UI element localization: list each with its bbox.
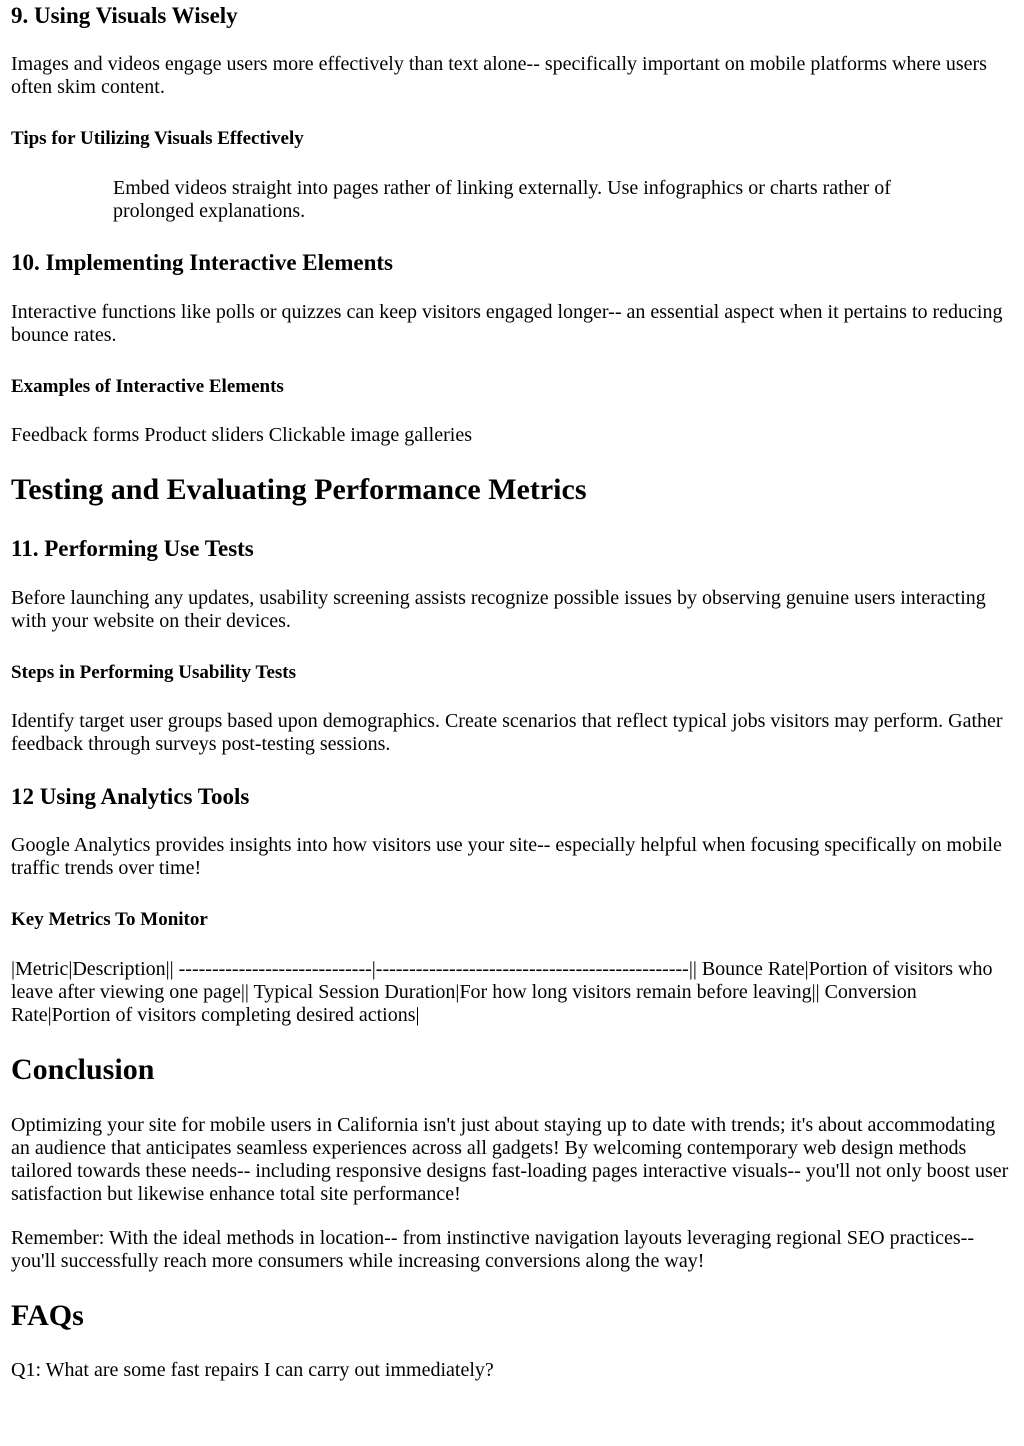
section-heading-faqs: FAQs	[11, 1299, 84, 1332]
metrics-table-text: |Metric|Description|| -----------------------------|-----------------------------------------------|| Bounce Rate|Portion of visitors who leave after viewing one page|| Typical Session Duration|For how long visitors remain before leaving|| Conversion Rate|Portion of visitors completing desired actions|	[11, 958, 993, 1026]
section-heading-visuals: 9. Using Visuals Wisely	[11, 3, 238, 28]
usability-intro: Before launching any updates, usability screening assists recognize possible issues by observing genuine users interacting with your website on their devices.	[11, 587, 986, 632]
conclusion-paragraph-2: Remember: With the ideal methods in location-- from instinctive navigation layouts leveraging regional SEO practices-- you'll successfully reach more consumers while increasing conversions along the way!	[11, 1227, 974, 1272]
conclusion-paragraph-1: Optimizing your site for mobile users in California isn't just about staying up to date with trends; it's about accommodating an audience that anticipates seamless experiences across all gadgets! By welcoming contemporary web design methods tailored towards these needs-- including responsive designs fast-loading pages interactive visuals-- you'll not only boost user satisfaction but likewise enhance total site performance!	[11, 1114, 1009, 1205]
usability-subheading: Steps in Performing Usability Tests	[11, 662, 297, 683]
interactive-subheading: Examples of Interactive Elements	[11, 376, 284, 397]
analytics-subheading: Key Metrics To Monitor	[11, 909, 208, 930]
section-heading-interactive: 10. Implementing Interactive Elements	[11, 250, 393, 275]
visuals-subheading: Tips for Utilizing Visuals Effectively	[11, 128, 304, 149]
visuals-tips-quote: Embed videos straight into pages rather of linking externally. Use infographics or charts rather of prolonged explanations.	[113, 177, 891, 222]
usability-steps: Identify target user groups based upon demographics. Create scenarios that reflect typical jobs visitors may perform. Gather feedback through surveys post-testing sessions.	[11, 710, 1003, 755]
faq-question-1: Q1: What are some fast repairs I can carry out immediately?	[11, 1359, 494, 1381]
visuals-intro: Images and videos engage users more effectively than text alone-- specifically important on mobile platforms where users often skim content.	[11, 53, 987, 98]
section-heading-usability: 11. Performing Use Tests	[11, 536, 254, 561]
section-heading-analytics: 12 Using Analytics Tools	[11, 784, 250, 809]
section-heading-testing: Testing and Evaluating Performance Metrics	[11, 473, 587, 506]
section-heading-conclusion: Conclusion	[11, 1053, 155, 1086]
interactive-examples: Feedback forms Product sliders Clickable image galleries	[11, 424, 472, 446]
analytics-intro: Google Analytics provides insights into how visitors use your site-- especially helpful when focusing specifically on mobile traffic trends over time!	[11, 834, 1002, 879]
interactive-intro: Interactive functions like polls or quizzes can keep visitors engaged longer-- an essential aspect when it pertains to reducing bounce rates.	[11, 301, 1003, 346]
